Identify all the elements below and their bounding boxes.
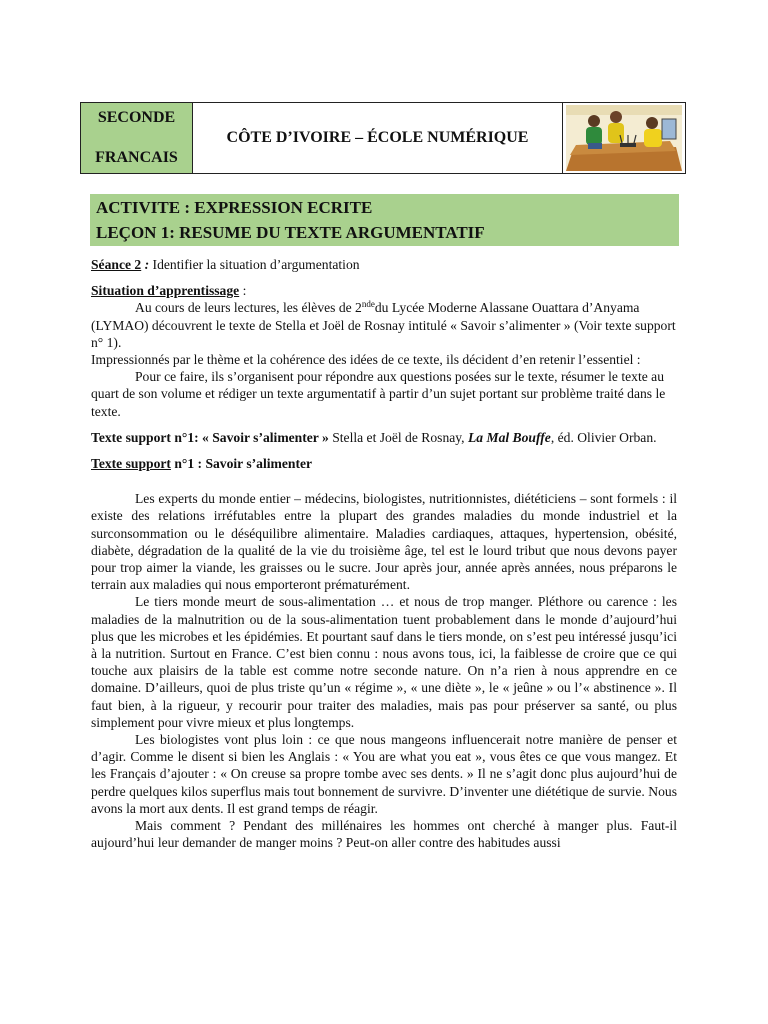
situation-heading [91,282,677,299]
text-paragraph-4: Mais comment ? Pendant des millénaires les hommes ont cherché à manger plus. Faut-il aujourd’hui leur demander de manger moins ? Peut-on aller contre des habitudes aussi [91,818,677,851]
situation-p1-end: du Lycée Moderne Alassane Ouattara d’Anyama (LYMAO) découvrent le texte de Stella et Joël de Rosnay intitulé « Savoir s’alimenter » (Voir texte support n° 1). [91,300,676,350]
situation-paragraph-3: Pour ce faire, ils s’organisent pour répondre aux questions posées sur le texte, résumer le texte au quart de son volume et rédiger un texte argumentatif à partir d’un sujet portant sur problème traité dans le texte. [91,369,666,419]
seance-label: Séance 2 [91,257,142,272]
school-title-cell [193,103,563,173]
situation-paragraph-1 [91,299,677,351]
situation-heading-text: Situation d’apprentissage [91,283,240,299]
support-title [91,455,677,472]
support-ref-publisher: , éd. Olivier Orban. [550,429,657,445]
seance-text: Identifier la situation d’argumentation [149,257,360,272]
document-body [91,256,677,852]
text-paragraph-2: Le tiers monde meurt de sous-alimentation … et nous de trop manger. Pléthore ou carence : les maladies de la malnutrition ou de la sous-alimentation tuent probablement dans le monde d’aujourd’hui plus que les microbes et les épidémies. Et pourtant sauf dans le tiers monde, on s’est peu intéressé jusqu’ici à la nutrition. Surtout en France. C’est bien connu : nous avons tous, ici, la faiblesse de croire que ce qui touche aux plaisirs de la table est comme notre seconde nature. On n’a rien à nous apprendre en ce domaine. D’ailleurs, quoi de plus triste qu’un « régime », « une diète », le « jeûne » ou l’« abstinence ». Il faut bien, à la rigueur, y recourir pour traiter des maladies, mais pas pour préserver sa santé, ou plus simplement pour vivre mieux et plus longtemps. [91,594,677,730]
activity-banner [90,194,679,246]
situation-paragraph-2: Impressionnés par le thème et la cohérence des idées de ce texte, ils décident d’en retenir l’essentiel : [91,352,641,368]
students-with-tablets-illustration [566,105,682,171]
school-title: CÔTE D’IVOIRE – ÉCOLE NUMÉRIQUE [226,129,529,146]
text-paragraph-1: Les experts du monde entier – médecins, biologistes, nutritionnistes, diététiciens – sont formels : il existe des relations irréfutables entre la plupart des grandes maladies du monde industriel et la surconsommation ou le déséquilibre alimentaire. Maladies cardiaques, attaques, hypertension, obésité, diabète, dégradation de la qualité de la vie du troisième âge, tel est le lourd tribut que nous devons payer pour trop aimer la viande, les graisses ou le sucre. Jour après jour, année après années, nous préparons le terrain aux maladies qui nous emporteront prématurément. [91,491,677,593]
support-ref-book: La Mal Bouffe [467,429,551,445]
seance-sep: : [141,257,150,272]
text-paragraph-3: Les biologistes vont plus loin : ce que nous mangeons influencerait notre manière de penser et d’agir. Comme le disent si bien les Anglais : « You are what you eat », vous êtes ce que vous mangez. Et les Français d’ajouter : « On creuse sa propre tombe avec ses dents. » Il ne s’agit donc plus aujourd’hui de perdre quelques kilos superflus mais tout bonnement de survivre. D’inventer une diététique de survie. Nous avons la mort aux dents. Il est grand temps de réagir. [91,732,677,816]
support-title-underlined: Texte support [91,456,171,472]
seance-line [91,256,677,273]
subject-label: FRANCAIS [95,149,178,166]
header-table [80,102,686,174]
support-ref-label: Texte support n°1: « Savoir s’alimenter » [91,429,329,445]
illustration-cell [563,103,685,173]
situation-p1-start: Au cours de leurs lectures, les élèves de 2 [135,300,362,316]
support-ref-authors: Stella et Joël de Rosnay, [328,429,468,445]
lesson-title: LEÇON 1: RESUME DU TEXTE ARGUMENTATIF [96,223,485,242]
support-title-rest: n°1 : Savoir s’alimenter [170,456,313,472]
support-reference [91,429,677,446]
level-label: SECONDE [97,109,176,126]
level-cell [81,103,193,173]
situation-p1-sup: nde [361,299,375,310]
activity-title: ACTIVITE : EXPRESSION ECRITE [96,198,373,217]
situation-colon: : [239,283,247,299]
